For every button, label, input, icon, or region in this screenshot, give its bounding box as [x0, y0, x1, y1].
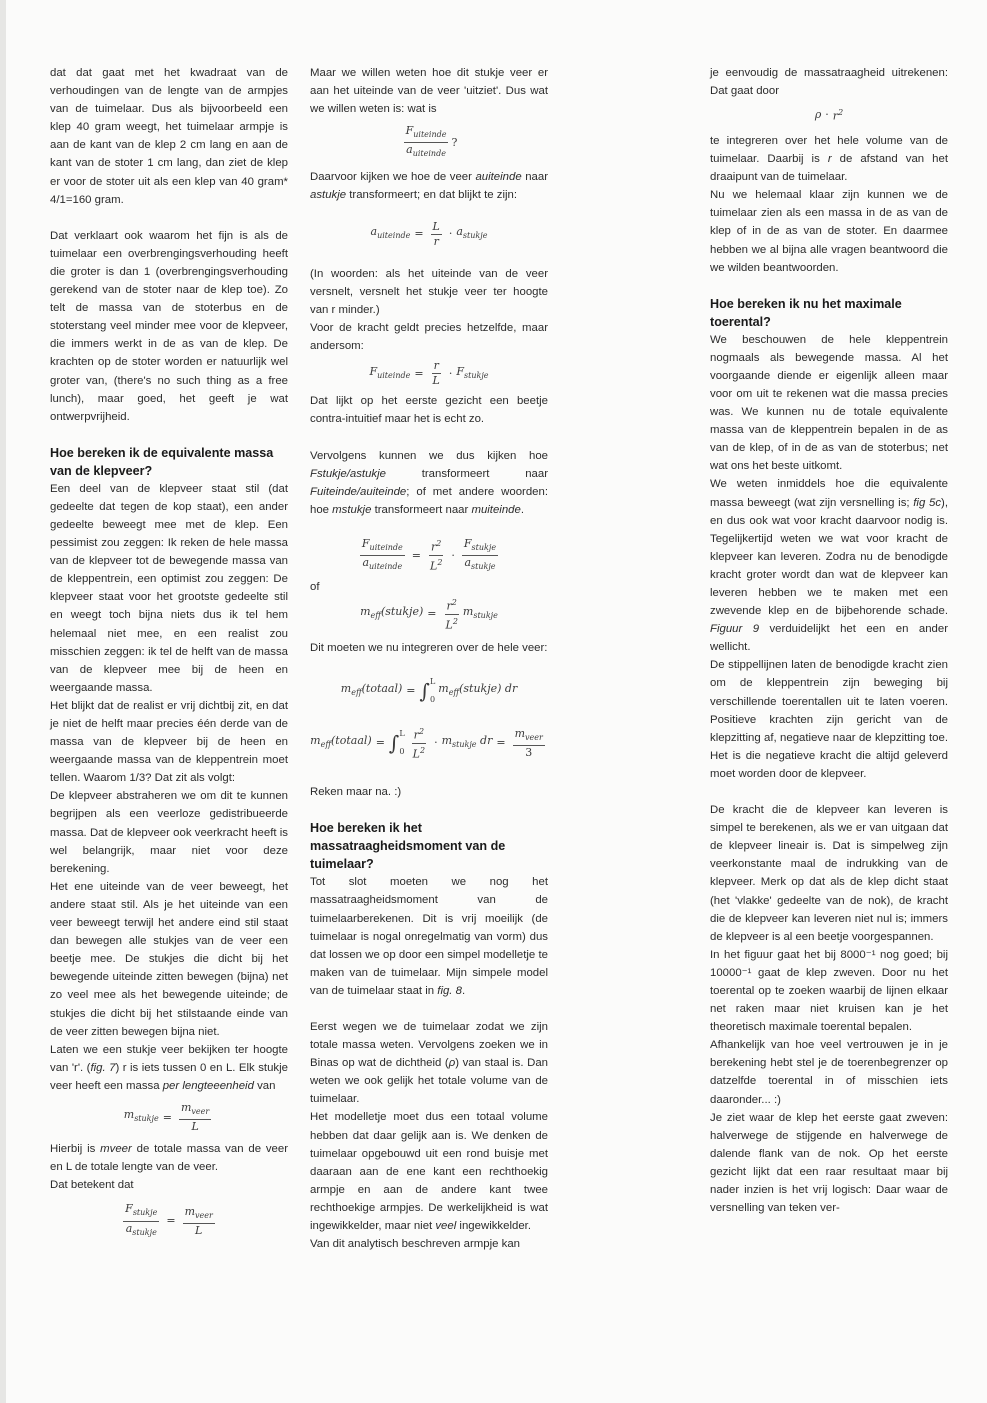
- paragraph: In het figuur gaat het bij 8000⁻¹ nog goed; bij 10000⁻¹ gaat de klep zweven. Door nu het toerental op te zoeken waarbij de lijnen elkaar net raken maar niet kruisen kan je het theoretisch maximale toerental bepalen.: [710, 948, 948, 1034]
- paragraph: De klepveer abstraheren we om dit te kunnen begrijpen als een veerloze gedistribueerde massa. Dat de klepveer ook veerkracht heeft is wel belangrijk, maar niet voor deze berekening.: [50, 790, 288, 875]
- text-emphasis: veel: [435, 1220, 457, 1233]
- figure-ref: fig. 7: [90, 1061, 116, 1074]
- text: ) r is iets tussen 0 en L. Elk stukje veer heeft een massa: [50, 1061, 288, 1092]
- symbol: mstukje: [332, 503, 372, 516]
- paragraph: De kracht die de klepveer kan leveren is simpel te berekenen, als we er van uitgaan dat de klepveer lineair is. Dat is simpelweg zijn veerkonstante maal de indrukking van de klepveer. Merk op dat als de klep dicht staat (het 'vlakke' gedeelte van de nok), de kracht die de klepveer kan leveren niet nul is; immers de klepveer is al een beetje voorgespannen.: [710, 804, 948, 943]
- text: Eerst wegen we de tuimelaar zodat we zijn totale massa weten. Vervolgens zoeken we in Binas op wat de dichtheid (: [310, 1021, 548, 1070]
- paragraph: [310, 1108, 548, 1235]
- paragraph: [310, 168, 548, 204]
- paragraph: [310, 1018, 548, 1108]
- paragraph: Het blijkt dat de realist er vrij dichtbij zit, en dat je niet de helft maar precies één derde van de massa van de klepveer bij de heen en weergaande massa van de kleppentrein moet tellen. Waarom 1/3? Dat zit als volgt:: [50, 699, 288, 785]
- paragraph: Dat verklaart ook waarom het fijn is als de tuimelaar een overbrengingsverhouding heeft die groter is dan 1 (overbrengingsverhouding gerekend van de stoter naar de klep toe). Zo telt de massa van de stoterbus en de stoterstang veel minder mee voor de klepveer, die immers werkt in de as van de klep. De krachten op de stoter worden er natuurlijk wel groter van, (there's no such thing as a free lunch), maar goed, het geeft je wat ontwerpvrijheid.: [50, 229, 288, 423]
- paragraph: [50, 1140, 288, 1176]
- paragraph: Van dit analytisch beschreven armpje kan: [310, 1238, 520, 1251]
- symbol: astukje: [310, 188, 347, 201]
- text: Daarvoor kijken we hoe de veer: [310, 170, 476, 183]
- paragraph: je eenvoudig de massatraagheid uitrekenen: Dat gaat door: [710, 67, 948, 98]
- text: verduidelijkt het een en ander wellicht.: [710, 623, 948, 654]
- text: ingewikkelder.: [456, 1220, 531, 1233]
- paragraph: [310, 873, 548, 1000]
- paragraph: [50, 1041, 288, 1095]
- symbol: auiteinde: [475, 170, 522, 183]
- paragraph: Reken maar na. :): [310, 786, 402, 799]
- text: Het modelletje moet dus een totaal volume hebben dat daar gelijk aan is. We denken de tuimelaar opgebouwd uit een rond buisje met daaraan aan de ene kant een rechthoekig armpje en aan de andere kant twee rechthoekige armpjes. De werkelijkheid is wat ingewikkelder, maar niet: [310, 1111, 548, 1233]
- figure-ref: fig. 8: [437, 984, 462, 997]
- text: .: [461, 984, 466, 997]
- equation-integral-1: $m_{eff}(totaal)$ = ∫ L 0 $m_{eff}(stukje)$ dr: [340, 676, 518, 704]
- figure-ref: fig 5c: [913, 496, 942, 509]
- symbol: muiteinde: [471, 503, 521, 516]
- column-1: [50, 64, 288, 1248]
- text: de totale massa van de veer en L de totale lengte van de veer.: [50, 1143, 289, 1174]
- page-edge: [0, 0, 6, 1403]
- paragraph: Dat lijkt op het eerste gezicht een beetje contra-intuitief maar het is echt zo.: [310, 395, 548, 426]
- text: .: [520, 503, 525, 516]
- paragraph: We beschouwen de hele kleppentrein nogmaals als bewegende massa. Al het voorgaande diende er eigenlijk alleen maar voor om uit te rekenen wat die massa precies was. We kunnen nu de totale equivalente massa van de kleppentrein bepalen in de as van de klep, of in de as van de stoterbus; net wat ons het beste uitkomt.: [710, 333, 948, 473]
- equation-effective-mass: $m_{eff}(stukje)$ = $\frac{r^2}{L^2}$ $m_{stukje}$: [360, 598, 498, 632]
- equation-integral-2: $m_{eff}(totaal)$ = ∫ L 0 $\frac{r^2}{L^2}$ · $m_{stukje}$ dr = $\frac{m_{veer}}{3}$: [310, 726, 543, 761]
- equation-acceleration: $a_{uiteinde}$ = $\frac{L}{r}$ · $a_{stukje}$: [370, 219, 488, 248]
- text-emphasis: per lengteeenheid: [162, 1079, 254, 1092]
- paragraph: of: [310, 581, 320, 594]
- text: te integreren over het hele volume van de tuimelaar. Daarbij is: [710, 134, 948, 166]
- paragraph: [710, 475, 948, 656]
- text: de afstand van het draaipunt van de tuimelaar.: [710, 153, 948, 184]
- text: transformeert naar: [371, 503, 472, 516]
- equation-rho-r2: ρ · $r^2$: [814, 108, 844, 123]
- symbol: Fuiteinde/auiteinde: [310, 485, 407, 498]
- text: ), en dus ook wat voor kracht daarvoor nodig is. Tegelijkertijd weten we wat voor kracht de klepveer kan leveren. Zodra nu de benodigde kracht groter wordt dan wat de klepveer kan leveren hebben we te maken met een zwevende klep en de bijbehorende schade.: [710, 496, 948, 618]
- paragraph: [710, 132, 948, 186]
- paragraph: Je ziet waar de klep het eerste gaat zweven: halverwege de stijgende en halverwege de dalende flank van de nok. Op het eerste gezicht lijkt dat een raar resultaat maar bij nader inzien is het vrij logisch: Daar waar de versnelling van teken ver-: [710, 1111, 948, 1215]
- text: transformeert naar: [385, 467, 548, 480]
- column-2: [310, 64, 548, 1253]
- paragraph: Dit moeten we nu integreren over de hele veer:: [310, 641, 548, 654]
- symbol: Fstukje/astukje: [310, 467, 386, 480]
- text: Hierbij is: [50, 1143, 101, 1156]
- paragraph: [310, 447, 548, 519]
- section-heading: Hoe bereken ik het massatraagheidsmoment van de tuimelaar?: [310, 821, 506, 872]
- paragraph: dat dat gaat met het kwadraat van de verhoudingen van de lengte van de armpjes van de tuimelaar. Dus als bijvoorbeeld een klep 40 gram weegt, het tuimelaar armpje is aan de kant van de klep 2 cm lang en aan de kant van de stoter 1 cm lang, dan ziet de klep er voor de stoter uit als een klep van 40 gram* 4/1=160 gram.: [50, 67, 288, 206]
- text: naar: [521, 170, 548, 183]
- text: Tot slot moeten we nog het massatraagheidsmoment van de tuimelaarberekenen. Dit is vrij moeilijk (de tuimelaar is nogal onregelmatig van vorm) dus dat lossen we op door een simpel modelletje te maken van de tuimelaar. Mijn simpele model van de tuimelaar staat in: [310, 876, 548, 997]
- paragraph: Het ene uiteinde van de veer beweegt, het andere staat stil. Als je het uiteinde van een veer beweegt terwijl het andere eind stil staat dan bewegen alle stukjes van de veer een beetje mee. De stukjes die dicht bij het bewegende uiteinde zitten bewegen (bijna) net zo veel mee als het bewegende uiteinde; de stukjes die dicht bij het stilstaande einde van de veer zitten bewegen bijna niet.: [50, 880, 288, 1038]
- paragraph: Een deel van de klepveer staat stil (dat gedeelte dat tegen de kop staat), een ander gedeelte beweegt mee met de klep. Een pessimist zou zeggen: Ik reken de hele massa van de klepveer tot de bewegende massa van de kleppentrein, een optimist zou zeggen: De klepveer staat voor het grootste gedeelte stil en weegt toch bijna niets dus ik tel hem helemaal niet mee, en een realist zou misschien zeggen: ik tel de helft van de massa van de klepveer mee bij de heen en weergaande massa.: [50, 482, 288, 694]
- text: Laten we een stukje veer bekijken ter hoogte van 'r'. (: [50, 1043, 288, 1074]
- text: We weten inmiddels hoe die equivalente massa beweegt (wat zijn versnelling is;: [710, 478, 948, 509]
- equation-mass-per-length: $m_{stukje}$ = $\frac{m_{veer}}{L}$: [123, 1100, 210, 1134]
- section-heading: Hoe bereken ik nu het maximale toerental?: [710, 296, 902, 329]
- equation-question: $\frac{F_{uiteinde}}{a_{uiteinde}}$ ?: [405, 124, 458, 159]
- text: ) van staal is. Dan weten we ook gelijk het totale volume van de tuimelaar.: [310, 1057, 548, 1106]
- paragraph: Maar we willen weten hoe dit stukje veer er aan het uiteinde van de veer 'uitziet'. Dus wat we willen weten is: wat is: [310, 67, 548, 116]
- equation-force: $F_{uiteinde}$ = $\frac{r}{L}$ · $F_{stukje}$: [369, 359, 489, 388]
- text: van: [253, 1079, 276, 1092]
- paragraph: De stippellijnen laten de benodigde kracht zien om de kleppentrein zijn beweging bij verschillende toerentallen uit te laten voeren. Positieve krachten zijn gericht van de klepzitting af, negatieve naar de klepzitting toe. Het is die negatieve kracht die altijd geleverd moet worden door de klepveer.: [710, 659, 948, 780]
- figure-ref: Figuur 9: [710, 623, 760, 636]
- paragraph: Dat betekent dat: [50, 1179, 134, 1192]
- paragraph: Afhankelijk van hoe veel vertrouwen je in je berekening hebt stel je de toerenbegrenzer op datzelfde toerental in of misschien iets daaronder... :): [710, 1039, 948, 1106]
- paragraph: (In woorden: als het uiteinde van de veer versnelt, versnelt het stukje veer ter hoogte van r minder.): [310, 267, 548, 317]
- symbol: r: [827, 153, 832, 166]
- paragraph: Nu we helemaal klaar zijn kunnen we de tuimelaar zien als een massa in de as van de klep of in de as van de stoter. En daarmee hebben we al bijna alle vragen beantwoord die we wilden beantwoorden.: [710, 189, 948, 274]
- text: transformeert; en dat blijkt te zijn:: [346, 188, 518, 201]
- text: Vervolgens kunnen we dus kijken hoe: [310, 449, 548, 462]
- text: ; of met andere woorden: hoe: [310, 485, 548, 516]
- symbol: mveer: [100, 1143, 132, 1156]
- column-3: [710, 64, 948, 1217]
- paragraph: Voor de kracht geldt precies hetzelfde, maar andersom:: [310, 322, 548, 353]
- symbol: ρ: [448, 1057, 456, 1070]
- equation-force-over-accel: $\frac{F_{stukje}}{a_{stukje}}$ = $\frac{m_{veer}}{L}$: [125, 1202, 213, 1237]
- section-heading: Hoe bereken ik de equivalente massa van de klepveer?: [50, 445, 274, 478]
- equation-transform: $\frac{F_{uiteinde}}{a_{uiteinde}}$ = $\frac{r^2}{L^2}$ · $\frac{F_{stukje}}{a_{stukje}}$: [361, 536, 497, 573]
